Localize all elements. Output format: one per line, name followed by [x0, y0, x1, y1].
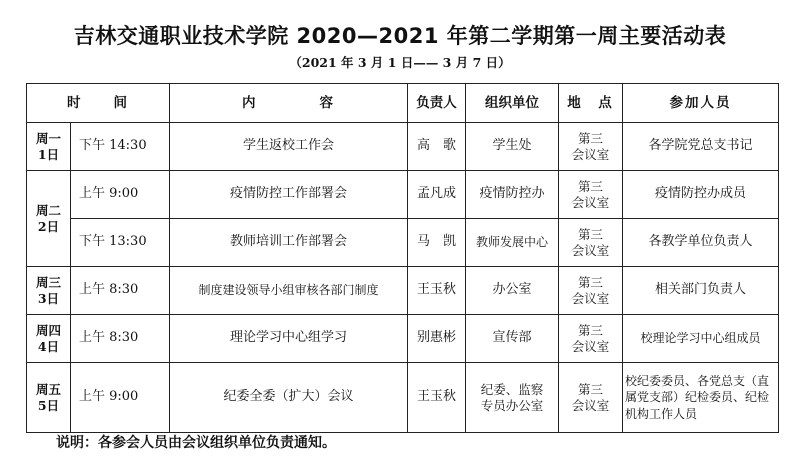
place-cell: 第三 会议室 — [559, 219, 623, 267]
org-cell: 纪委、监察 专员办公室 — [466, 363, 559, 433]
header-time: 时 间 — [27, 84, 170, 123]
owner-cell: 马 凯 — [408, 219, 466, 267]
date-range-subtitle: （2021 年 3 月 1 日—— 3 月 7 日） — [289, 55, 511, 70]
attendees-cell: 各学院党总支书记 — [623, 123, 779, 171]
time-cell: 上午 8:30 — [71, 315, 170, 363]
header-attendees: 参加人员 — [623, 84, 779, 123]
owner-cell: 王玉秋 — [408, 267, 466, 315]
table-row — [27, 171, 779, 219]
content-cell: 制度建设领导小组审核各部门制度 — [170, 267, 408, 315]
activity-table — [26, 83, 779, 433]
content-cell: 理论学习中心组学习 — [170, 315, 408, 363]
attendees-cell: 校纪委委员、各党总支（直属党支部）纪检委员、纪检机构工作人员 — [623, 363, 779, 433]
place-cell: 第三 会议室 — [559, 267, 623, 315]
header-place: 地 点 — [559, 84, 623, 123]
org-cell: 办公室 — [466, 267, 559, 315]
table-row — [27, 219, 779, 267]
table-header-row — [27, 84, 779, 123]
content-cell: 纪委全委（扩大）会议 — [170, 363, 408, 433]
attendees-cell: 相关部门负责人 — [623, 267, 779, 315]
place-cell: 第三 会议室 — [559, 363, 623, 433]
owner-cell: 王玉秋 — [408, 363, 466, 433]
time-cell: 上午 8:30 — [71, 267, 170, 315]
table-row — [27, 267, 779, 315]
table-row — [27, 123, 779, 171]
header-content: 内 容 — [170, 84, 408, 123]
time-cell: 上午 9:00 — [71, 171, 170, 219]
attendees-cell: 疫情防控办成员 — [623, 171, 779, 219]
owner-cell: 孟凡成 — [408, 171, 466, 219]
content-cell: 学生返校工作会 — [170, 123, 408, 171]
attendees-cell: 校理论学习中心组成员 — [623, 315, 779, 363]
header-owner: 负责人 — [408, 84, 466, 123]
attendees-cell: 各教学单位负责人 — [623, 219, 779, 267]
day-cell: 周三 3日 — [27, 267, 71, 315]
footer-note: 说明：各参会人员由会议组织单位负责通知。 — [56, 435, 336, 451]
page-title: 吉林交通职业技术学院 2020—2021 年第二学期第一周主要活动表 — [73, 24, 727, 48]
place-cell: 第三 会议室 — [559, 315, 623, 363]
org-cell: 教师发展中心 — [466, 219, 559, 267]
day-cell: 周五 5日 — [27, 363, 71, 433]
time-cell: 下午 13:30 — [71, 219, 170, 267]
org-cell: 宣传部 — [466, 315, 559, 363]
header-org: 组织单位 — [466, 84, 559, 123]
place-cell: 第三 会议室 — [559, 171, 623, 219]
place-cell: 第三 会议室 — [559, 123, 623, 171]
content-cell: 疫情防控工作部署会 — [170, 171, 408, 219]
day-cell: 周一 1日 — [27, 123, 71, 171]
day-cell: 周四 4日 — [27, 315, 71, 363]
time-cell: 上午 9:00 — [71, 363, 170, 433]
table-row — [27, 363, 779, 433]
content-cell: 教师培训工作部署会 — [170, 219, 408, 267]
owner-cell: 别惠彬 — [408, 315, 466, 363]
org-cell: 学生处 — [466, 123, 559, 171]
owner-cell: 高 歌 — [408, 123, 466, 171]
org-cell: 疫情防控办 — [466, 171, 559, 219]
table-row — [27, 315, 779, 363]
day-cell: 周二 2日 — [27, 171, 71, 267]
time-cell: 下午 14:30 — [71, 123, 170, 171]
